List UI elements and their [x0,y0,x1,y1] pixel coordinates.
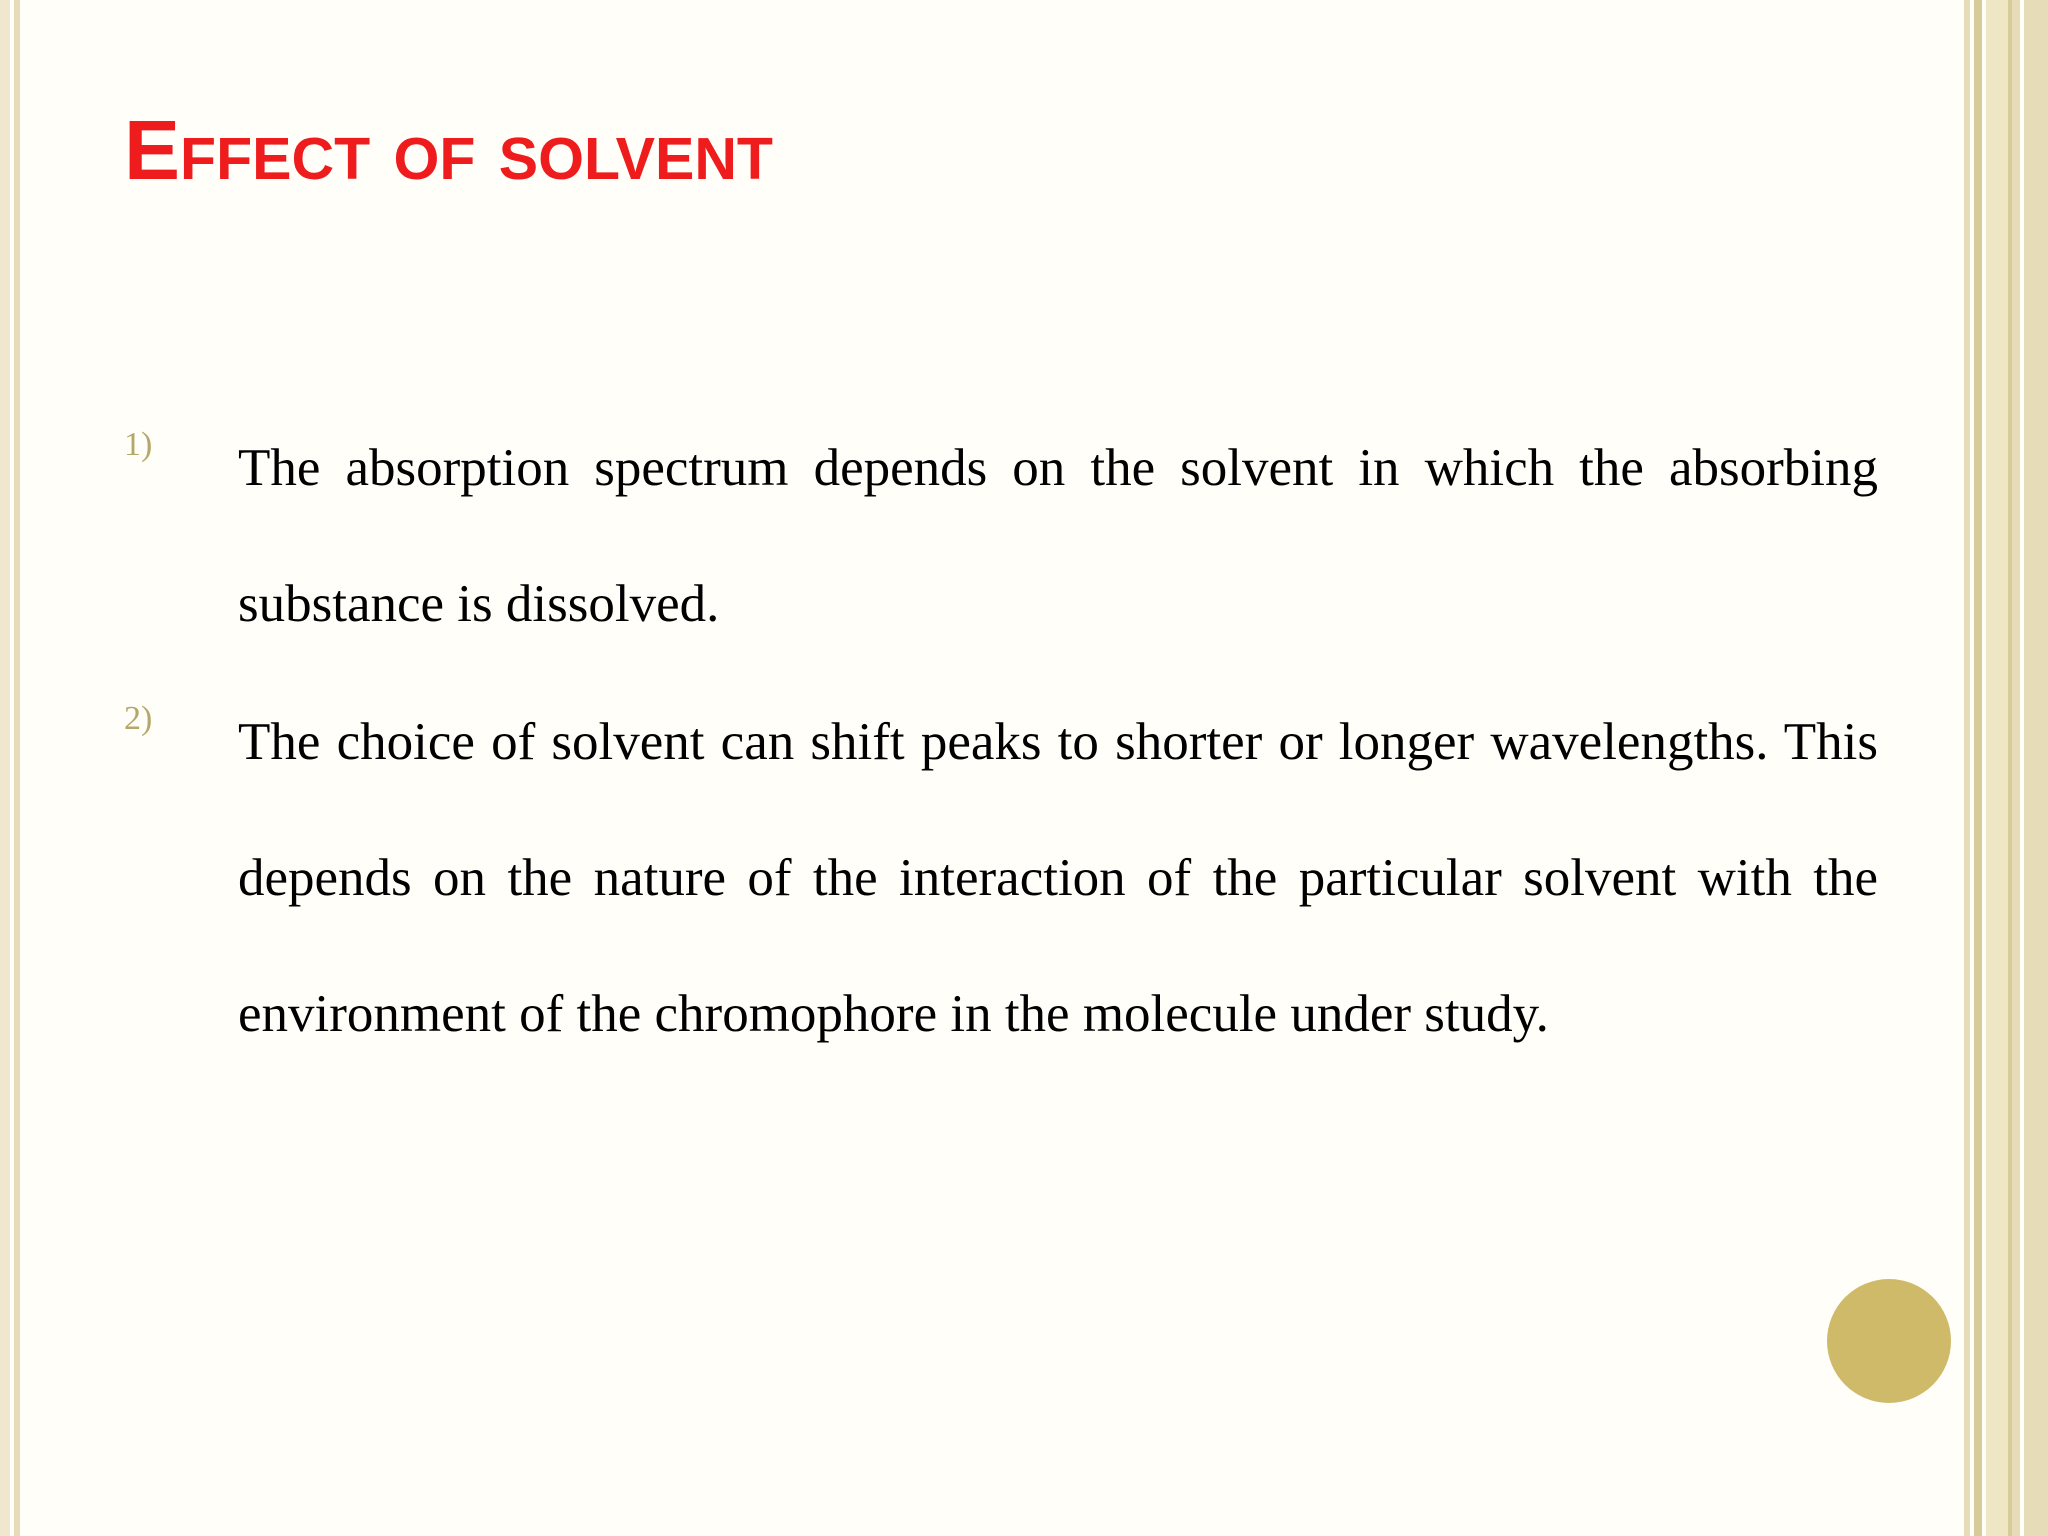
right-border-decoration [1960,0,2048,1536]
left-border-decoration [0,0,10,1536]
list-item [124,674,1878,1082]
slide-title: Effect of solvent [124,103,773,197]
list-item-text: The absorption spectrum depends on the solvent in which the absorbing substance is dissolved. [238,439,1878,633]
list-item [124,400,1878,672]
decorative-circle [1827,1279,1951,1403]
list-item-number: 2) [124,700,153,737]
list-item-number: 1) [124,426,153,463]
left-border-decoration-inner [14,0,20,1536]
list-item-text: The choice of solvent can shift peaks to shorter or longer wavelengths. This depends on the nature of the interaction of the particular solvent with the environment of the chromophore in the molecule under study. [238,713,1878,1043]
bullet-list [124,414,1878,1098]
